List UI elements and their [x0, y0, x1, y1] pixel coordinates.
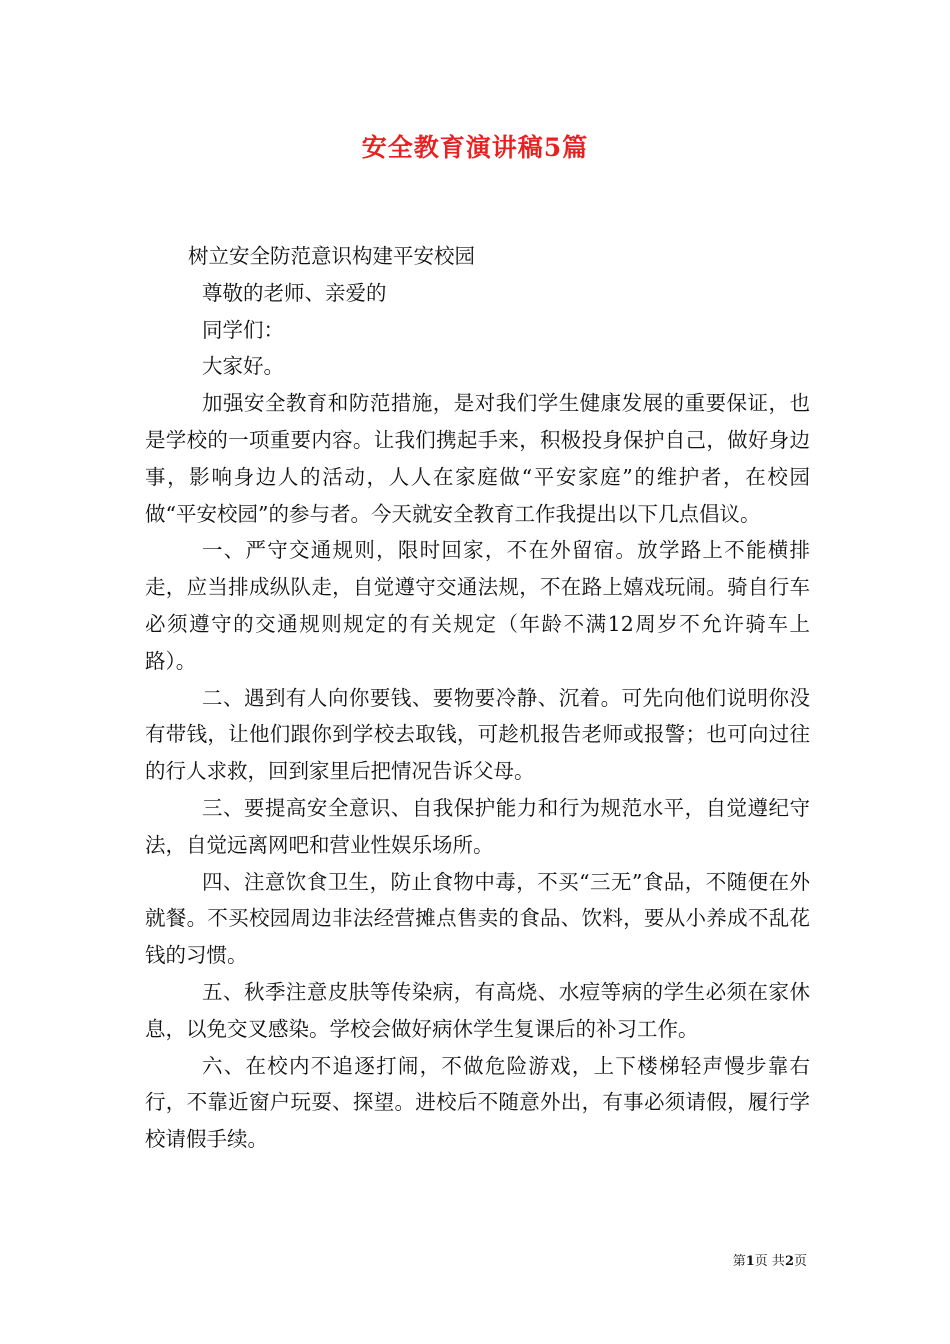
paragraph-item-2: 二、遇到有人向你要钱、要物要冷静、沉着。可先向他们说明你没有带钱，让他们跟你到学校去取钱，可趁机报告老师或报警；也可向过往的行人求救，回到家里后把情况告诉父母。 — [145, 685, 810, 784]
page-footer — [733, 1252, 807, 1272]
paragraph-item-6: 六、在校内不追逐打闹，不做危险游戏，上下楼梯轻声慢步靠右行，不靠近窗户玩耍、探望。进校后不随意外出，有事必须请假，履行学校请假手续。 — [145, 1053, 810, 1152]
footer-prefix: 第 — [732, 1254, 746, 1269]
document-title: 安全教育演讲稿5篇 — [361, 133, 589, 162]
greeting-line-2: 同学们： — [202, 317, 284, 342]
footer-current-page: 1 — [745, 1254, 755, 1269]
paragraph-item-5: 五、秋季注意皮肤等传染病，有高烧、水痘等病的学生必须在家休息，以免交叉感染。学校会做好病休学生复课后的补习工作。 — [145, 979, 810, 1041]
paragraph-item-1: 一、严守交通规则，限时回家，不在外留宿。放学路上不能横排走，应当排成纵队走，自觉遵守交通法规，不在路上嬉戏玩闹。骑自行车必须遵守的交通规则规定的有关规定（年龄不满12周岁不允许骑车上路）。 — [145, 538, 810, 673]
greeting-line-1: 尊敬的老师、亲爱的 — [202, 280, 387, 305]
paragraph-item-3: 三、要提高安全意识、自我保护能力和行为规范水平，自觉遵纪守法，自觉远离网吧和营业性娱乐场所。 — [145, 795, 810, 857]
footer-suffix: 页 — [793, 1254, 807, 1269]
footer-total-pages: 2 — [784, 1254, 794, 1269]
greeting-line-3: 大家好。 — [202, 354, 284, 379]
document-body — [145, 238, 810, 1158]
paragraph-item-4: 四、注意饮食卫生，防止食物中毒，不买“三无”食品，不随便在外就餐。不买校园周边非法经营摊点售卖的食品、饮料，要从小养成不乱花钱的习惯。 — [145, 869, 810, 968]
footer-middle: 页 共 — [754, 1254, 785, 1269]
paragraph-intro: 加强安全教育和防范措施，是对我们学生健康发展的重要保证，也是学校的一项重要内容。让我们携起手来，积极投身保护自己，做好身边事，影响身边人的活动，人人在家庭做“平安家庭”的维护者，在校园做“平安校园”的参与者。今天就安全教育工作我提出以下几点倡议。 — [145, 391, 810, 526]
document-subtitle: 树立安全防范意识构建平安校园 — [188, 244, 475, 268]
